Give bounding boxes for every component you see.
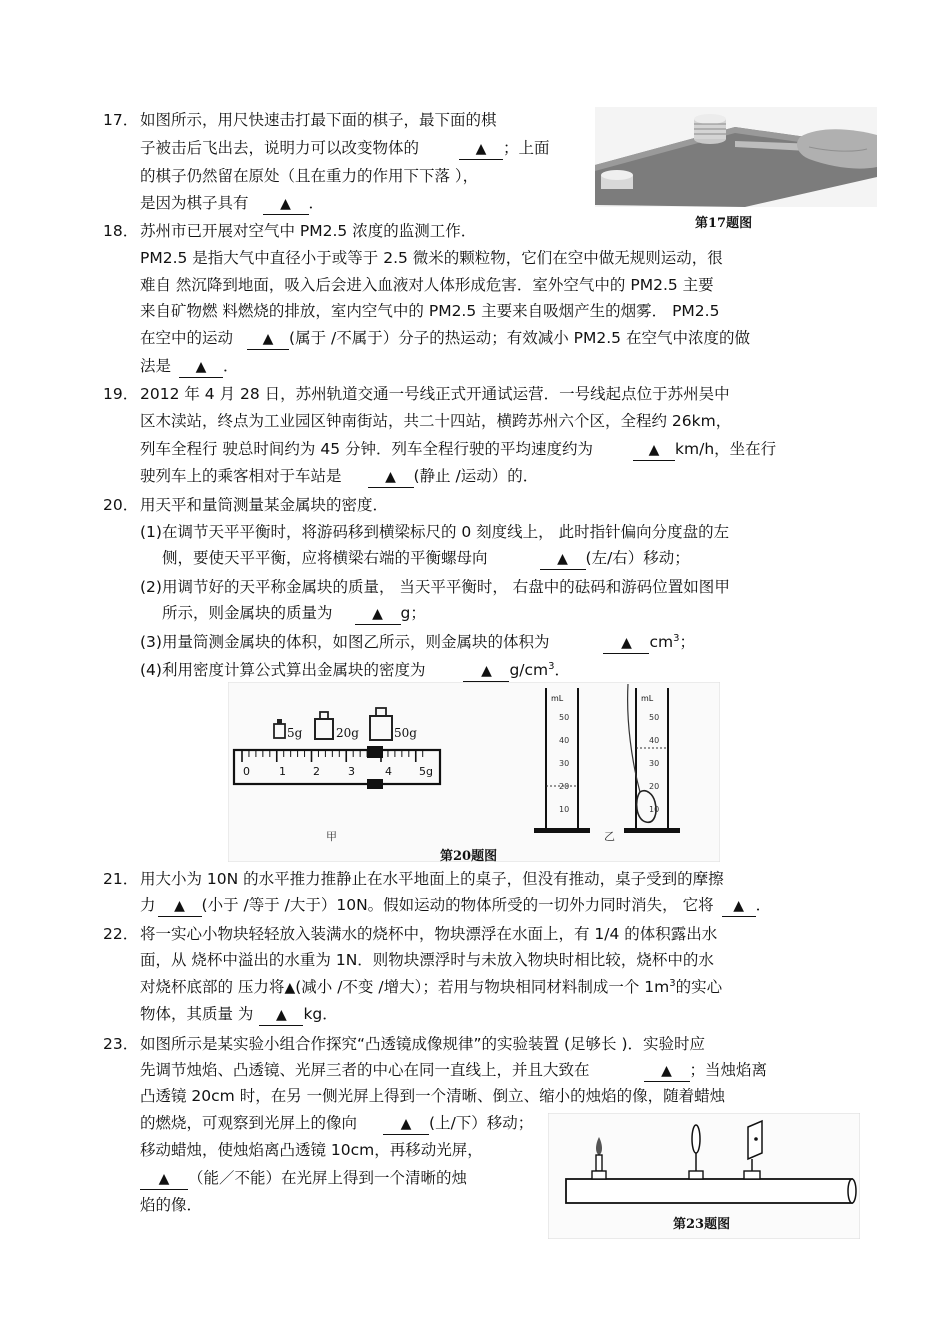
- q23-line-4-text: 的燃烧，可观察到光屏上的像向: [140, 1114, 358, 1132]
- q18-line-1: 苏州市已开展对空气中 PM2.5 浓度的监测工作．: [140, 222, 477, 240]
- q20-part-3-exponent: 3: [673, 632, 680, 644]
- ruler-label-5g: 5g: [419, 765, 433, 778]
- q23-line-7: 焰的像．: [140, 1196, 203, 1214]
- q19-line-4: [140, 466, 538, 488]
- figure-23-caption: 第23题图: [673, 1217, 731, 1232]
- q23-line-1: 如图所示是某实验小组合作探究“凸透镜成像规律”的实验装置 (足够长 )．实验时应: [140, 1035, 706, 1053]
- q19-line-3-text: 列车全程行 驶总时间约为 45 分钟．列车全程行驶的平均速度约为: [140, 440, 594, 458]
- figure-20-balance-and-cylinder: [228, 682, 720, 862]
- q21-line-2-tail: ．: [755, 896, 772, 914]
- q20-part-1-tail: (左/右）移动；: [585, 549, 690, 567]
- q17-answer-blank-2[interactable]: [263, 193, 309, 215]
- q22-line-1: 将一实心小物块轻轻放入装满水的烧杯中，物块漂浮在水面上，有 1/4 的体积露出水: [140, 925, 718, 943]
- ruler-label-3: 3: [348, 765, 355, 778]
- q20-answer-blank-3[interactable]: [603, 632, 649, 654]
- q18-line-6-text: 法是: [140, 357, 172, 375]
- q23-line-2: [140, 1060, 767, 1082]
- q17-line-3: 的棋子仍然留在原处（且在重力的作用下下落 ），: [140, 167, 479, 185]
- cylinder-a-mark-10: 10: [559, 805, 570, 814]
- q19-line-4-tail: (静止 /运动）的．: [413, 467, 539, 485]
- q17-line-2-tail: ；上面: [503, 139, 550, 157]
- cylinder-a-unit: mL: [551, 694, 564, 703]
- q18-line-6-tail: ．: [223, 357, 239, 375]
- question-21-number: 21．: [103, 870, 139, 888]
- q18-line-5-tail: (属于 /不属于）分子的热运动；有效减小 PM2.5 在空气中浓度的做: [289, 329, 750, 347]
- answer-triangle-icon: ▲: [158, 1171, 170, 1187]
- answer-triangle-icon: ▲: [557, 551, 568, 567]
- figure-17-chess-pieces: [595, 107, 877, 235]
- question-18-number: 18．: [103, 222, 139, 240]
- q22-answer-blank-1[interactable]: [259, 1004, 303, 1026]
- q20-part-4-tail: ．: [554, 661, 571, 679]
- q20-answer-blank-1[interactable]: [540, 548, 586, 570]
- cylinder-b-mark-50: 50: [649, 713, 660, 722]
- q17-line-4: [140, 193, 324, 215]
- cylinder-a-mark-40: 40: [559, 736, 570, 745]
- answer-triangle-icon: ▲: [475, 141, 487, 157]
- answer-triangle-icon: ▲: [372, 606, 383, 622]
- cylinder-b-mark-20: 20: [649, 782, 660, 791]
- q23-answer-blank-1[interactable]: [644, 1060, 690, 1082]
- q22-line-4-text: 物体，其质量 为: [140, 1005, 254, 1023]
- figure-20-caption: 第20题图: [440, 849, 498, 864]
- q23-line-2-tail: ；当烛焰离: [689, 1061, 768, 1079]
- answer-triangle-icon: ▲: [661, 1063, 672, 1079]
- q18-line-4: 来自矿物燃 料燃烧的排放，室内空气中的 PM2.5 主要来自吸烟产生的烟雾． PM2.5: [140, 302, 720, 320]
- ruler-label-2: 2: [313, 765, 320, 778]
- answer-triangle-icon: ▲: [400, 1116, 412, 1132]
- ruler-label-0: 0: [243, 765, 250, 778]
- q17-line-2-text: 子被击后飞出去，说明力可以改变物体的: [140, 139, 420, 157]
- q22-line-3-tail: 的实心: [675, 978, 723, 996]
- q19-answer-blank-2[interactable]: [368, 466, 414, 488]
- q18-line-5: [140, 328, 750, 350]
- q22-exponent: 3: [669, 977, 676, 989]
- q19-line-1: 2012 年 4 月 28 日，苏州轨道交通一号线正式开通试运营．一号线起点位于苏州吴中: [140, 385, 730, 403]
- q19-answer-blank-1[interactable]: [633, 439, 675, 461]
- answer-triangle-icon: ▲: [648, 442, 660, 458]
- q20-part-1-line-1: (1)在调节天平平衡时，将游码移到横梁标尺的 0 刻度线上， 此时指针偏向分度盘的左: [140, 523, 730, 541]
- answer-triangle-icon: ▲: [174, 898, 185, 914]
- answer-triangle-icon: ▲: [385, 469, 396, 485]
- rider-top: [367, 746, 383, 758]
- q17-line-4-text: 是因为棋子具有: [140, 194, 249, 212]
- q20-part-1-text: 侧，要使天平平衡，应将横梁右端的平衡螺母向: [162, 549, 488, 567]
- q23-line-5: 移动蜡烛，使烛焰离凸透镜 10cm，再移动光屏，: [140, 1141, 483, 1159]
- answer-triangle-icon: ▲: [481, 663, 492, 679]
- q21-line-2: [140, 895, 771, 917]
- cylinder-a-mark-20: 20: [559, 782, 570, 791]
- figure-20-illustration: [228, 682, 720, 862]
- rider-bottom: [367, 779, 383, 789]
- q20-answer-blank-4[interactable]: [463, 660, 509, 682]
- q22-line-3-text: 对烧杯底部的 压力将: [140, 978, 285, 996]
- figure-17-caption: 第17题图: [695, 216, 753, 231]
- q20-part-3-tail: ；: [679, 633, 695, 651]
- q20-part-1-line-2: [162, 548, 690, 570]
- q23-line-4-tail: (上/下）移动；: [429, 1114, 534, 1132]
- q22-line-2: 面，从 烧杯中溢出的水重为 1N．则物块漂浮时与未放入物块时相比较，烧杯中的水: [140, 951, 714, 969]
- q19-line-3: [140, 439, 776, 461]
- q20-part-4: [140, 660, 570, 682]
- cylinder-b-unit: mL: [641, 694, 654, 703]
- q17-line-2: [140, 138, 550, 160]
- cylinder-a-mark-50: 50: [559, 713, 570, 722]
- weight-5g-label: 5g: [287, 726, 303, 740]
- q21-answer-blank-2[interactable]: [722, 895, 756, 917]
- answer-triangle-icon: ▲: [276, 1007, 287, 1023]
- answer-triangle-icon[interactable]: ▲: [284, 980, 296, 996]
- question-19-number: 19．: [103, 385, 139, 403]
- cylinder-b-mark-30: 30: [649, 759, 660, 768]
- cylinder-a-mark-30: 30: [559, 759, 570, 768]
- q23-answer-blank-3[interactable]: [140, 1168, 188, 1190]
- weight-20g-label: 20g: [336, 726, 359, 740]
- question-23-number: 23．: [103, 1035, 139, 1053]
- q18-line-5-text: 在空中的运动: [140, 329, 234, 347]
- cylinder-b-mark-40: 40: [649, 736, 660, 745]
- cylinder-b-mark-10: 10: [649, 805, 660, 814]
- q20-part-2-tail: g；: [400, 604, 426, 622]
- q20-part-2-line-1: (2)用调节好的天平称金属块的质量， 当天平平衡时， 右盘中的砝码和游码位置如图甲: [140, 578, 730, 596]
- q22-line-3-mid: (减小 /不变 /增大）；若用与物块相同材料制成一个 1m: [295, 978, 670, 996]
- q23-line-2-text: 先调节烛焰、凸透镜、光屏三者的中心在同一直线上，并且大致在: [140, 1061, 590, 1079]
- q21-line-1: 用大小为 10N 的水平推力推静止在水平地面上的桌子，但没有推动，桌子受到的摩擦: [140, 870, 724, 888]
- q23-line-6-text: （能／不能）在光屏上得到一个清晰的烛: [188, 1169, 468, 1187]
- q23-line-3: 凸透镜 20cm 时，在另 一侧光屏上得到一个清晰、倒立、缩小的烛焰的像，随着蜡烛: [140, 1087, 726, 1105]
- q18-line-2: PM2.5 是指大气中直径小于或等于 2.5 微米的颗粒物，它们在空中做无规则运动，很: [140, 249, 723, 267]
- q18-answer-blank-2[interactable]: [179, 356, 223, 378]
- q20-part-3-text: (3)用量筒测金属块的体积，如图乙所示，则金属块的体积为: [140, 633, 550, 651]
- q21-line-2-mid: (小于 /等于 /大于）10N。假如运动的物体所受的一切外力同时消失， 它将: [201, 896, 714, 914]
- q18-answer-blank-1[interactable]: [247, 328, 289, 350]
- q17-answer-blank-1[interactable]: [459, 138, 503, 160]
- q20-answer-blank-2[interactable]: [355, 603, 401, 625]
- q21-answer-blank-1[interactable]: [158, 895, 202, 917]
- q23-answer-blank-2[interactable]: [383, 1113, 429, 1135]
- q23-line-6: [140, 1168, 467, 1190]
- q18-line-6: [140, 356, 239, 378]
- q23-line-4: [140, 1113, 533, 1135]
- answer-triangle-icon: ▲: [195, 359, 207, 375]
- weight-50g-label: 50g: [394, 726, 417, 740]
- q20-part-2-line-2: [162, 603, 426, 625]
- answer-triangle-icon: ▲: [621, 635, 632, 651]
- q20-part-3-unit: cm: [649, 633, 674, 651]
- question-22-number: 22．: [103, 925, 139, 943]
- q22-line-3: [140, 977, 722, 998]
- question-17-number: 17．: [103, 111, 139, 129]
- q21-line-2-text: 力: [140, 896, 156, 914]
- q20-part-2-text: 所示，则金属块的质量为: [162, 604, 333, 622]
- label-yi: 乙: [604, 830, 615, 843]
- question-20-number: 20．: [103, 496, 139, 514]
- q17-line-4-tail: ．: [308, 194, 325, 212]
- q20-intro: 用天平和量筒测量某金属块的密度．: [140, 496, 389, 514]
- q22-line-4-tail: kg．: [303, 1005, 338, 1023]
- ruler-label-1: 1: [279, 765, 286, 778]
- q17-line-1: 如图所示，用尺快速击打最下面的棋子，最下面的棋: [140, 111, 497, 129]
- q18-line-3: 难自 然沉降到地面，吸入后会进入血液对人体形成危害．室外空气中的 PM2.5 主要: [140, 276, 714, 294]
- q22-line-4: [140, 1004, 338, 1026]
- label-jia: 甲: [326, 830, 337, 843]
- q19-line-3-tail: km/h，坐在行: [675, 440, 777, 458]
- q20-part-4-exponent: 3: [548, 660, 555, 672]
- figure-23-optical-bench: [548, 1113, 860, 1239]
- q19-line-2: 区木渎站，终点为工业园区钟南街站，共二十四站，横跨苏州六个区，全程约 26km，: [140, 412, 732, 430]
- answer-triangle-icon: ▲: [280, 196, 291, 212]
- q20-part-4-unit: g/cm: [509, 661, 549, 679]
- q19-line-4-text: 驶列车上的乘客相对于车站是: [140, 467, 342, 485]
- q20-part-3: [140, 632, 695, 654]
- ruler-label-4: 4: [385, 765, 392, 778]
- answer-triangle-icon: ▲: [262, 331, 274, 347]
- answer-triangle-icon: ▲: [733, 898, 744, 914]
- q20-part-4-text: (4)利用密度计算公式算出金属块的密度为: [140, 661, 426, 679]
